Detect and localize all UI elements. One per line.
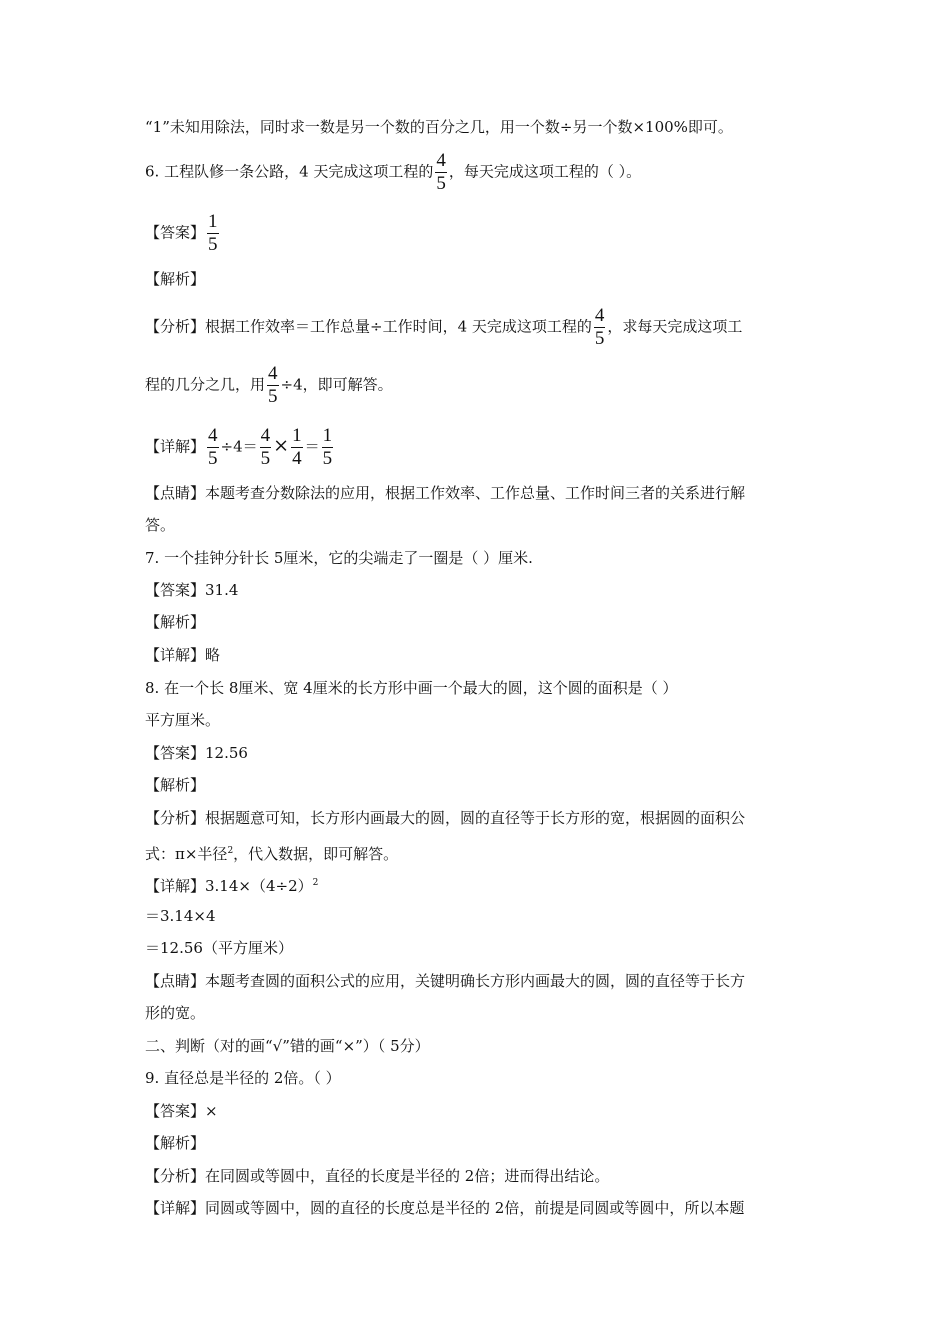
fraction-four-fifths: [435, 150, 447, 195]
numerator: 4: [268, 363, 278, 384]
answer-6: [145, 211, 221, 256]
fraction-one-fourth: [291, 425, 303, 470]
fenxi-8-line2: [145, 841, 398, 864]
fenxi-text: ÷4，即可解答。: [280, 375, 393, 394]
fraction-four-fifths: [207, 425, 219, 470]
fraction-four-fifths: [594, 305, 606, 350]
denominator: 5: [594, 328, 605, 349]
numerator: 4: [260, 425, 271, 446]
dianjing-6-line1: 【点睛】本题考查分数除法的应用，根据工作效率、工作总量、工作时间三者的关系进行解: [145, 484, 746, 502]
question-6: [145, 150, 641, 195]
numerator: 4: [436, 150, 446, 171]
text-line: “1”未知用除法，同时求一数是另一个数的百分之几，用一个数÷另一个数×100%即可。: [145, 118, 733, 136]
xiangjie-6: [145, 425, 335, 470]
fenxi-8-line1: 【分析】根据题意可知，长方形内画最大的圆，圆的直径等于长方形的宽，根据圆的面积公: [145, 809, 746, 827]
question-8-line1: 8. 在一个长 8厘米、宽 4厘米的长方形中画一个最大的圆，这个圆的面积是（ ）: [145, 679, 678, 697]
fraction-four-fifths: [267, 363, 279, 408]
xiangjie-8-line1: [145, 873, 318, 896]
fenxi-6-line1: [145, 305, 742, 350]
analysis-label-8: 【解析】: [145, 776, 206, 794]
analysis-label-9: 【解析】: [145, 1134, 206, 1152]
section-heading: 二、判断（对的画“√”错的画“×”）（ 5分）: [145, 1037, 430, 1055]
denominator: 5: [260, 448, 271, 469]
question-9: 9. 直径总是半径的 2倍。（ ）: [145, 1069, 341, 1087]
fenxi-text: 程的几分之几，用: [145, 375, 266, 394]
analysis-label-7: 【解析】: [145, 613, 206, 631]
xiangjie-8-line3: ＝12.56（平方厘米）: [145, 939, 293, 957]
numerator: 4: [208, 425, 218, 446]
analysis-label-6: 【解析】: [145, 270, 206, 288]
denominator: 5: [436, 173, 446, 194]
question-8-line2: 平方厘米。: [145, 711, 221, 729]
operator: ×: [273, 434, 290, 457]
numerator: 1: [322, 425, 333, 446]
numerator: 1: [208, 211, 218, 232]
dianjing-8-line2: 形的宽。: [145, 1004, 206, 1022]
fraction-four-fifths: [260, 425, 272, 470]
denominator: 5: [208, 448, 218, 469]
answer-label: 【答案】: [145, 223, 206, 242]
denominator: 4: [292, 448, 302, 469]
xiangjie-label: 【详解】: [145, 437, 206, 456]
fenxi-6-line2: [145, 363, 393, 408]
dianjing-6-line2: 答。: [145, 516, 176, 534]
superscript: 2: [312, 878, 319, 888]
numerator: 4: [594, 305, 605, 326]
operator: ÷4＝: [220, 437, 258, 456]
fenxi-text: 式：π×半径: [145, 845, 228, 863]
fenxi-text: ，代入数据，即可解答。: [233, 845, 399, 863]
denominator: 5: [268, 386, 278, 407]
dianjing-8-line1: 【点睛】本题考查圆的面积公式的应用，关键明确长方形内画最大的圆，圆的直径等于长方: [145, 972, 746, 990]
answer-8: 【答案】12.56: [145, 744, 248, 762]
denominator: 5: [208, 234, 218, 255]
denominator: 5: [322, 448, 333, 469]
superscript: 2: [227, 846, 234, 856]
answer-9: 【答案】×: [145, 1102, 218, 1120]
xiangjie-7: 【详解】略: [145, 646, 221, 664]
question-text: 6. 工程队修一条公路，4 天完成这项工程的: [145, 162, 434, 181]
fraction-one-fifth: [207, 211, 219, 256]
xiangjie-8-line2: ＝3.14×4: [145, 907, 216, 925]
xiangjie-9: 【详解】同圆或等圆中，圆的直径的长度总是半径的 2倍，前提是同圆或等圆中，所以本题: [145, 1199, 745, 1217]
fenxi-text: 【分析】根据工作效率＝工作总量÷工作时间，4 天完成这项工程的: [145, 317, 592, 336]
operator: ＝: [304, 437, 320, 456]
xiangjie-text: 【详解】3.14×（4÷2）: [145, 877, 313, 895]
question-text: ，每天完成这项工程的（ ）。: [448, 162, 642, 181]
fenxi-9: 【分析】在同圆或等圆中，直径的长度是半径的 2倍；进而得出结论。: [145, 1167, 610, 1185]
fenxi-text: ，求每天完成这项工: [607, 317, 743, 336]
fraction-one-fifth: [322, 425, 334, 470]
answer-7: 【答案】31.4: [145, 581, 239, 599]
question-7: 7. 一个挂钟分针长 5厘米，它的尖端走了一圈是（ ）厘米.: [145, 549, 533, 567]
numerator: 1: [292, 425, 302, 446]
